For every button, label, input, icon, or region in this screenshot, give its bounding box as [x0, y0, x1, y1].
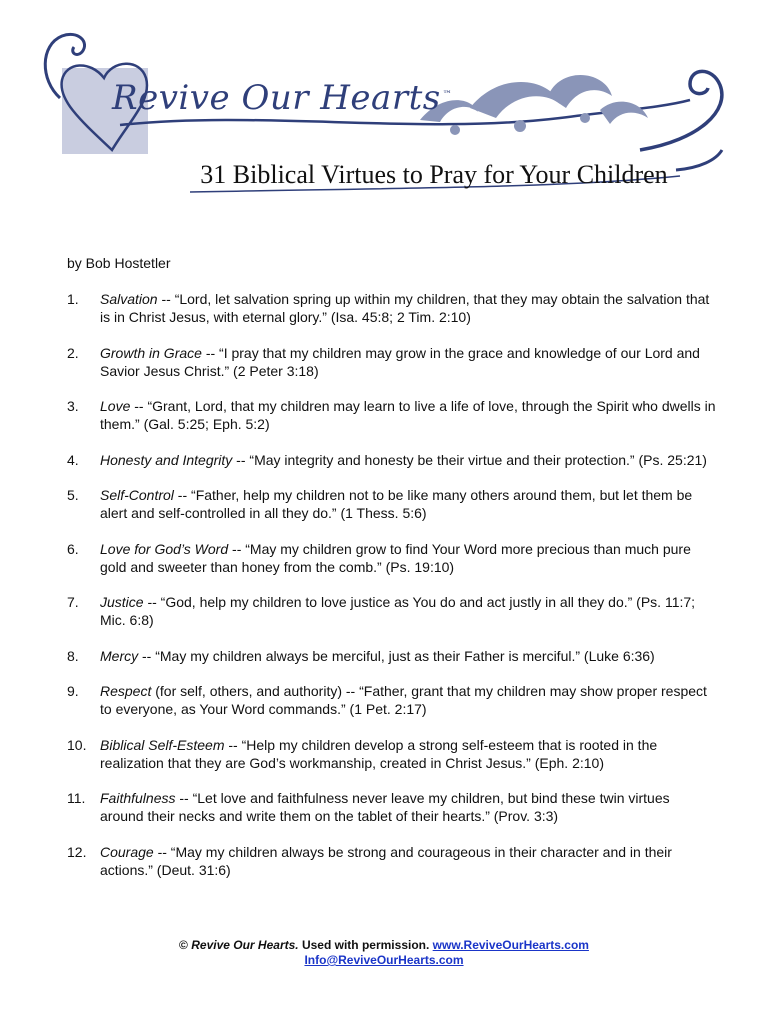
list-item [67, 736, 717, 772]
list-item [67, 451, 717, 469]
footer [0, 938, 768, 968]
item-number: 8. [67, 647, 79, 664]
list-item [67, 789, 717, 825]
footer-brand: Revive Our Hearts. [191, 938, 299, 952]
item-number: 11. [67, 790, 86, 806]
author-byline: by Bob Hostetler [67, 255, 171, 271]
item-number: 2. [67, 344, 79, 361]
email-link[interactable]: Info@ReviveOurHearts.com [304, 953, 464, 967]
prayer-text: (for self, others, and authority) -- “Father, grant that my children may show proper respect to everyone, as Your Word commands.” (1 Pet. 2:17) [100, 683, 707, 717]
virtue-name: Courage [100, 843, 154, 860]
list-item [67, 540, 717, 576]
list-item [67, 843, 717, 879]
footer-line-1 [0, 938, 768, 953]
item-number: 5. [67, 487, 79, 503]
prayer-text: -- “Let love and faithfulness never leave my children, but bind these twin virtues around their necks and write them on the tablet of their hearts.” (Prov. 3:3) [100, 790, 670, 824]
prayer-text: -- “I pray that my children may grow in the grace and knowledge of our Lord and Savior Jesus Christ.” (2 Peter 3:18) [100, 344, 700, 379]
virtue-name: Love for God’s Word [100, 540, 229, 557]
prayer-text: -- “God, help my children to love justice as You do and act justly in all they do.” (Ps. 11:7; Mic. 6:8) [100, 594, 696, 628]
page-title: 31 Biblical Virtues to Pray for Your Children [200, 160, 668, 189]
prayer-text: -- “May my children always be strong and courageous in their character and in their actions.” (Deut. 31:6) [100, 843, 672, 878]
list-item [67, 290, 717, 326]
virtue-name: Justice [100, 594, 144, 610]
virtues-list [67, 290, 717, 896]
item-number: 4. [67, 451, 79, 468]
list-item [67, 486, 717, 522]
prayer-text: -- “May my children always be merciful, just as their Father is merciful.” (Luke 6:36) [138, 647, 655, 664]
prayer-text: -- “May my children grow to find Your Word more precious than much pure gold and sweeter than honey from the comb.” (Ps. 19:10) [100, 540, 691, 575]
item-number: 6. [67, 540, 79, 557]
footer-permission: Used with permission. [298, 938, 433, 952]
swirl-right [640, 71, 722, 150]
list-item [67, 682, 717, 718]
item-number: 10. [67, 736, 87, 753]
item-number: 12. [67, 843, 87, 860]
list-item [67, 397, 717, 433]
prayer-text: -- “May integrity and honesty be their virtue and their protection.” (Ps. 25:21) [232, 451, 707, 468]
item-number: 3. [67, 398, 79, 414]
virtue-name: Growth in Grace [100, 344, 202, 361]
virtue-name: Mercy [100, 647, 139, 664]
website-link[interactable]: www.ReviveOurHearts.com [432, 938, 589, 952]
virtue-name: Salvation [100, 291, 158, 307]
header [0, 0, 768, 200]
item-number: 7. [67, 594, 79, 610]
prayer-text: -- “Help my children develop a strong self-esteem that is rooted in the realization that they are God’s workmanship, created in Christ Jesus.” (Eph. 2:10) [100, 736, 658, 771]
logo-wordmark: Revive Our Hearts ™ [112, 78, 453, 118]
flourish [420, 75, 648, 135]
footer-line-2 [0, 953, 768, 968]
list-item [67, 593, 717, 629]
virtue-name: Faithfulness [100, 790, 176, 806]
item-number: 1. [67, 291, 79, 307]
virtue-name: Respect [100, 683, 152, 699]
list-item [67, 344, 717, 380]
prayer-text: -- “Father, help my children not to be like many others around them, but let them be alert and self-controlled in all they do.” (1 Thess. 5:6) [100, 487, 693, 521]
list-item [67, 647, 717, 665]
copyright-symbol: © [179, 938, 192, 952]
virtue-name: Biblical Self-Esteem [100, 736, 225, 753]
virtue-name: Self-Control [100, 487, 174, 503]
prayer-text: -- “Grant, Lord, that my children may learn to live a life of love, through the Spirit who dwells in them.” (Gal. 5:25; Eph. 5:2) [100, 398, 716, 432]
virtue-name: Love [100, 398, 131, 414]
prayer-text: -- “Lord, let salvation spring up within my children, that they may obtain the salvation that is in Christ Jesus, with eternal glory.” (Isa. 45:8; 2 Tim. 2:10) [100, 291, 710, 325]
item-number: 9. [67, 683, 79, 699]
virtue-name: Honesty and Integrity [100, 451, 233, 468]
